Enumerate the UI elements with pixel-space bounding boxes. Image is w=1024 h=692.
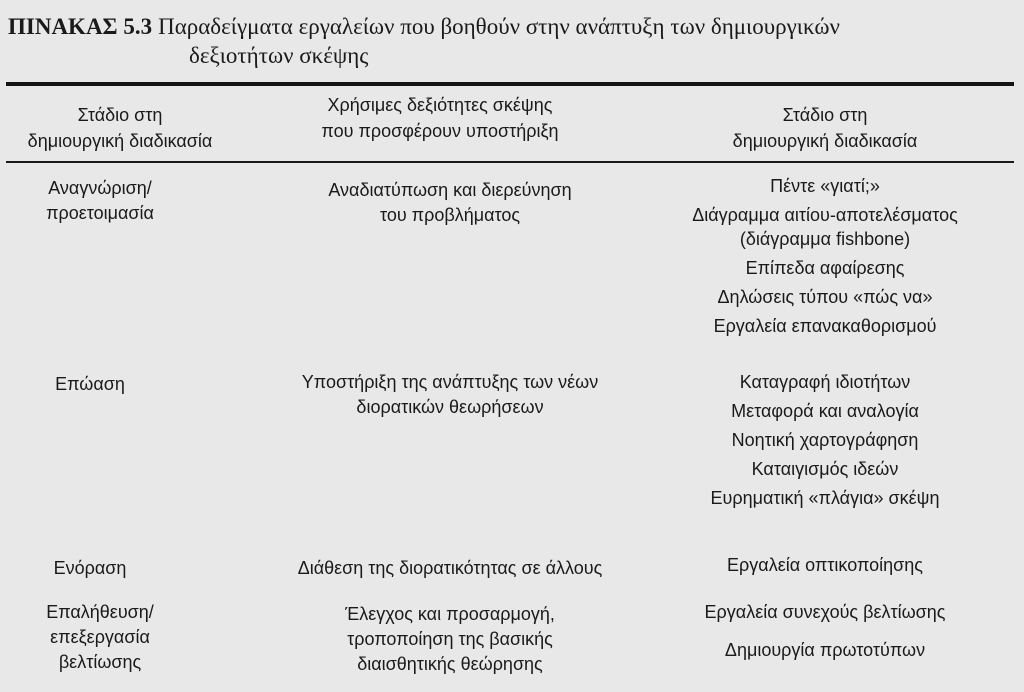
row-2-skills: Υποστήριξη της ανάπτυξης των νέων διορατικών θεωρήσεων — [301, 372, 599, 417]
tool-item: Δηλώσεις τύπου «πώς να» — [717, 287, 933, 307]
tool-item: Εργαλεία επανακαθορισμού — [713, 316, 937, 336]
tool-item: Δημιουργία πρωτοτύπων — [724, 640, 926, 660]
table-title-line-1: Παραδείγματα εργαλείων που βοηθούν στην ανάπτυξη των δημιουργικών — [158, 14, 840, 39]
row-2-tools — [640, 370, 1010, 515]
row-3-tools — [640, 553, 1010, 582]
tool-item: Νοητική χαρτογράφηση — [731, 430, 919, 450]
top-rule — [6, 82, 1014, 86]
row-1-stage: Αναγνώριση/ προετοιμασία — [46, 178, 154, 223]
row-3-stage: Ενόραση — [53, 558, 127, 578]
row-4-skills: Έλεγχος και προσαρμογή, τροποποίηση της βασικής διαισθητικής θεώρησης — [345, 604, 555, 674]
tool-item: Διάγραμμα αιτίου-αποτελέσματος (διάγραμμα fishbone) — [692, 205, 958, 249]
table-number: ΠΙΝΑΚΑΣ 5.3 — [8, 14, 153, 39]
table-title-line-2: δεξιοτήτων σκέψης — [189, 43, 369, 68]
header-rule — [6, 161, 1014, 163]
tool-item: Εργαλεία συνεχούς βελτίωσης — [704, 602, 946, 622]
tool-item: Μεταφορά και αναλογία — [731, 401, 919, 421]
row-1-tools — [640, 174, 1010, 343]
header-thinking-skills: Χρήσιμες δεξιότητες σκέψης που προσφέρουν υποστήριξη — [321, 95, 559, 141]
header-tools: Στάδιο στη δημιουργική διαδικασία — [732, 105, 918, 151]
tool-item: Πέντε «γιατί;» — [770, 176, 880, 196]
header-stage: Στάδιο στη δημιουργική διαδικασία — [27, 105, 213, 151]
row-4-stage: Επαλήθευση/ επεξεργασία βελτίωσης — [46, 602, 154, 672]
row-4-tools — [640, 600, 1010, 667]
tool-item: Εργαλεία οπτικοποίησης — [727, 555, 923, 575]
table-caption — [8, 12, 1018, 70]
tool-item: Καταιγισμός ιδεών — [751, 459, 899, 479]
tool-item: Επίπεδα αφαίρεσης — [745, 258, 905, 278]
row-2-stage: Επώαση — [55, 374, 125, 394]
row-3-skills: Διάθεση της διορατικότητας σε άλλους — [297, 558, 603, 578]
row-1-skills: Αναδιατύπωση και διερεύνηση του προβλήματος — [328, 180, 572, 225]
tool-item: Καταγραφή ιδιοτήτων — [739, 372, 911, 392]
tool-item: Ευρηματική «πλάγια» σκέψη — [710, 488, 940, 508]
